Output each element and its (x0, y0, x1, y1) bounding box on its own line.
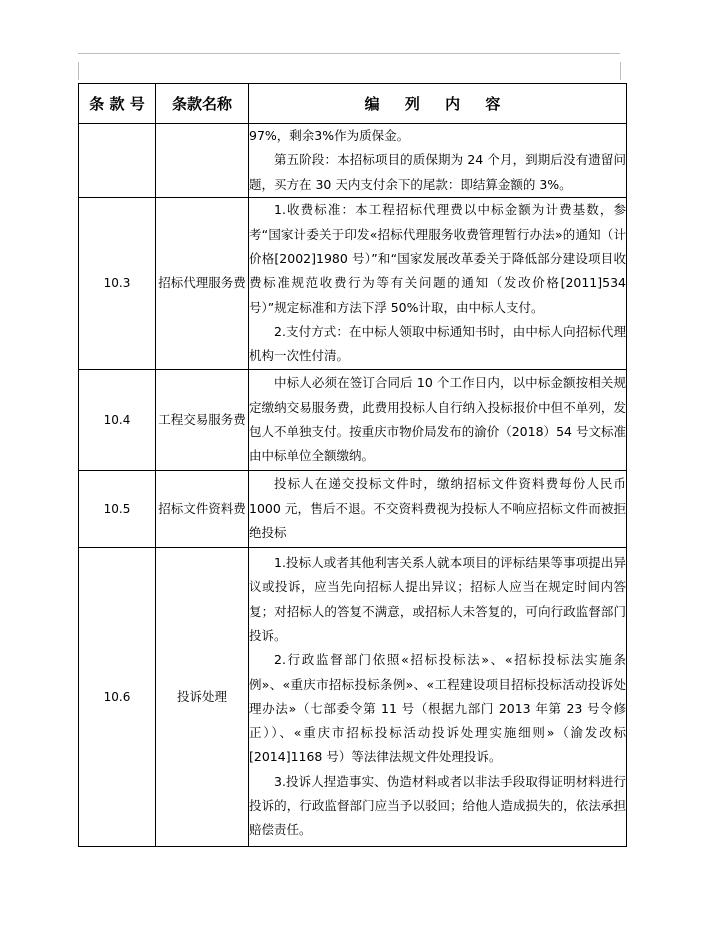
clause-content (249, 470, 627, 547)
header-clause-number: 条 款 号 (79, 84, 156, 124)
header-content: 编 列 内 容 (249, 84, 627, 124)
table-row (79, 369, 627, 470)
table-header-row (79, 84, 627, 124)
table-row (79, 547, 627, 846)
clause-content (249, 124, 627, 198)
content-paragraph: 投标人在递交投标文件时，缴纳招标文件资料费每份人民币 1000 元，售后不退。不交资料费视为投标人不响应招标文件而被拒绝投标 (249, 476, 626, 541)
content-paragraph: 1.收费标准：本工程招标代理费以中标金额为计费基数，参考“国家计委关于印发«招标代理服务收费管理暂行办法»的通知（计价格[2002]1980 号）”和“国家发展改革委关于降低部分建设项目收费标准规范收费行为等有关问题的通知（发改价格[2011]534 号）”规定标准和方法下浮 50%计取，由中标人支付。 (249, 202, 626, 315)
clause-number: 10.5 (79, 470, 156, 547)
content-paragraph: 97%，剩余3%作为质保金。 (249, 128, 410, 143)
clause-number: 10.3 (79, 197, 156, 369)
content-paragraph: 中标人必须在签订合同后 10 个工作日内，以中标金额按相关规定缴纳交易服务费，此费用投标人自行纳入投标报价中但不单列，发包人不单独支付。按重庆市物价局发布的渝价（2018）54 号文标准由中标单位全额缴纳。 (249, 375, 626, 464)
clause-content (249, 369, 627, 470)
content-paragraph: 1.投标人或者其他利害关系人就本项目的评标结果等事项提出异议或投诉，应当先向招标人提出异议；招标人应当在规定时间内答复；对招标人的答复不满意，或招标人未答复的，可向行政监督部门投诉。 (249, 555, 626, 643)
table-row (79, 124, 627, 198)
table-row (79, 197, 627, 369)
content-paragraph: 2.行政监督部门依照«招标投标法»、«招标投标法实施条例»、«重庆市招标投标条例»、«工程建设项目招标投标活动投诉处理办法»（七部委令第 11 号（根据九部门 2013 年第 23 号令修正））、«重庆市招标投标活动投诉处理实施细则»（渝发改标[2014]1168 号）等法律法规文件处理投诉。 (249, 652, 626, 765)
clause-number: 10.6 (79, 547, 156, 846)
clause-name: 招标代理服务费 (156, 197, 249, 369)
content-paragraph: 2.支付方式：在中标人领取中标通知书时，由中标人向招标代理机构一次性付清。 (249, 323, 626, 364)
clause-number: 10.4 (79, 369, 156, 470)
header-clause-name: 条款名称 (156, 84, 249, 124)
table-row (79, 470, 627, 547)
clause-name: 工程交易服务费 (156, 369, 249, 470)
content-paragraph: 第五阶段：本招标项目的质保期为 24 个月，到期后没有遗留问题，买方在 30 天内支付余下的尾款：即结算金额的 3%。 (249, 152, 626, 192)
clause-content (249, 547, 627, 846)
crop-mark-left (78, 62, 79, 80)
clauses-table (78, 83, 627, 847)
clause-name (156, 124, 249, 198)
clause-name: 招标文件资料费 (156, 470, 249, 547)
clause-name: 投诉处理 (156, 547, 249, 846)
clause-number (79, 124, 156, 198)
page-header-rule (78, 53, 620, 54)
clause-content (249, 197, 627, 369)
crop-mark-right (620, 62, 621, 80)
content-paragraph: 3.投诉人捏造事实、伪造材料或者以非法手段取得证明材料进行投诉的，行政监督部门应当予以驳回；给他人造成损失的，依法承担赔偿责任。 (249, 773, 626, 838)
